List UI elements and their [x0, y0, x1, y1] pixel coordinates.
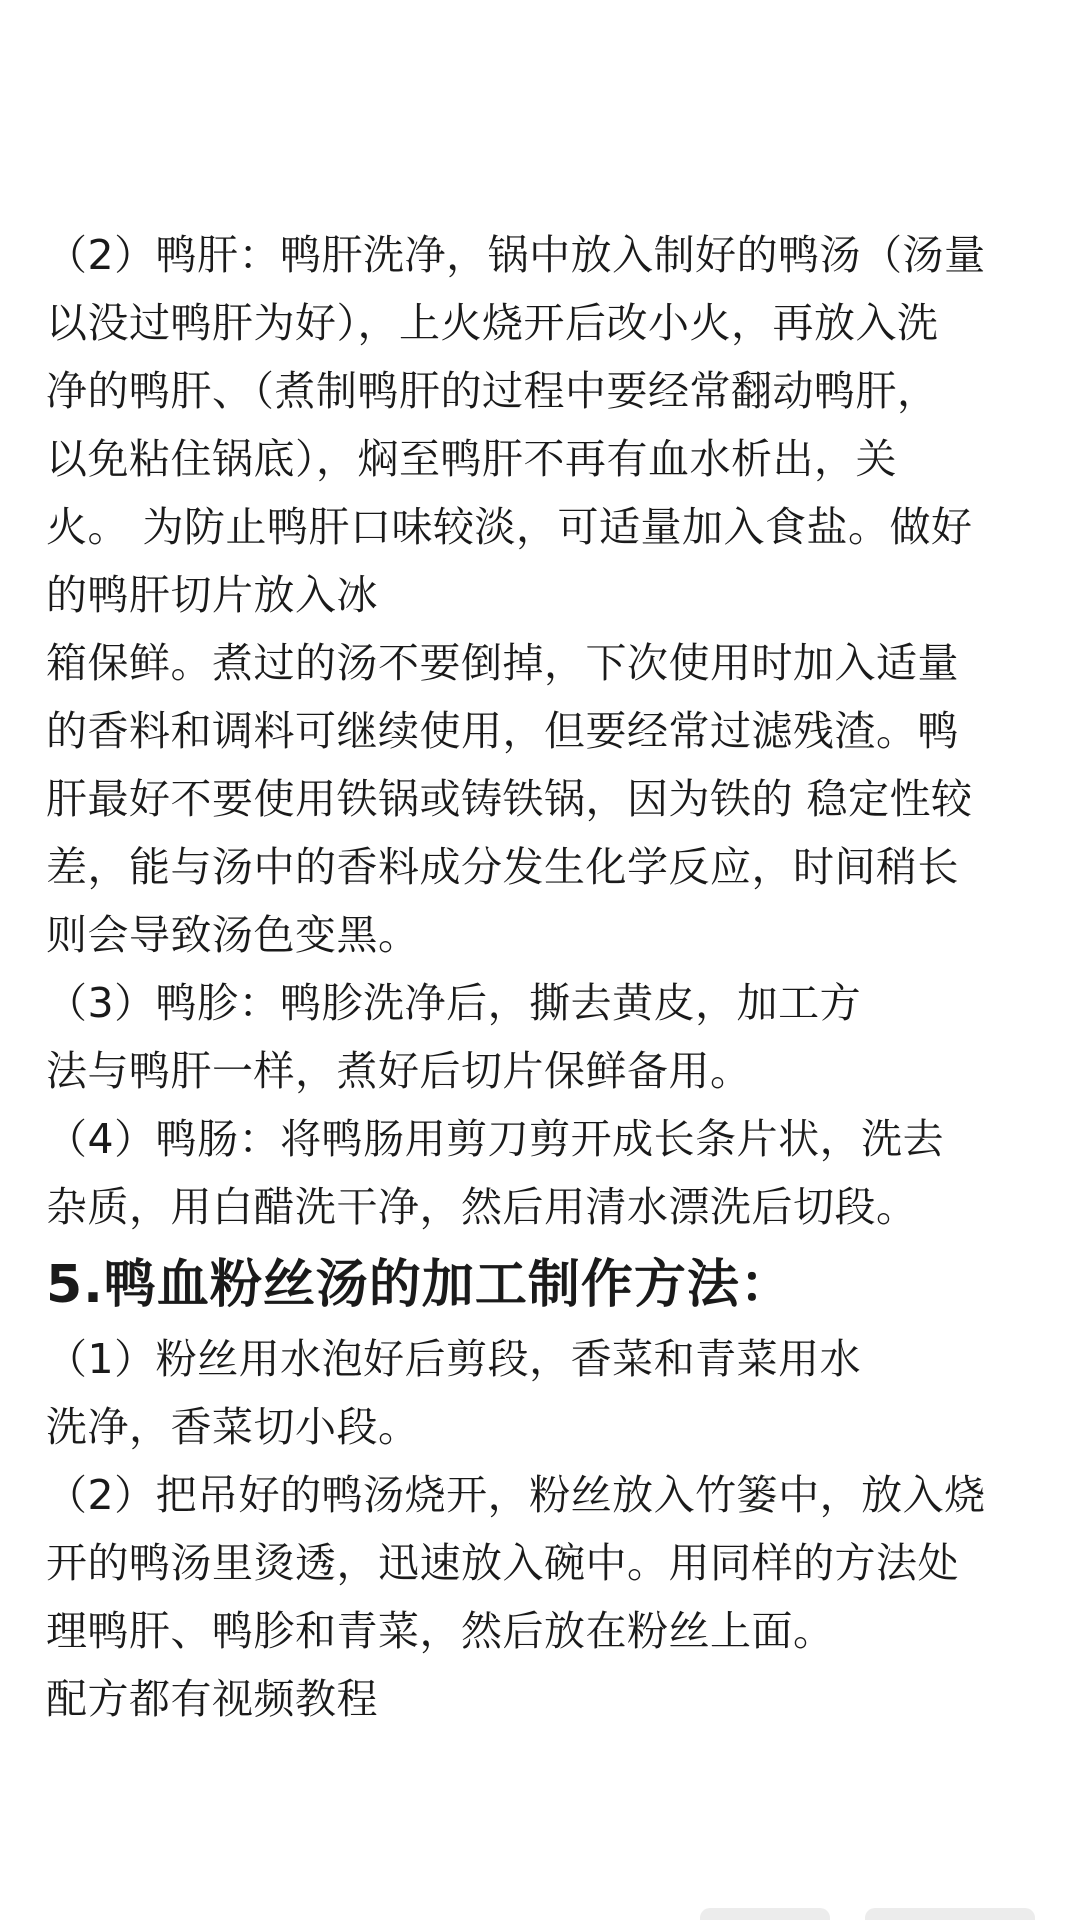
text-line: 洗净，香菜切小段。 — [46, 1403, 420, 1451]
text-line: 肝最好不要使用铁锅或铸铁锅，因为铁的 稳定性较 — [46, 775, 973, 823]
text-line: （2）鸭肝：鸭肝洗净，锅中放入制好的鸭汤（汤量 — [46, 231, 986, 279]
text-line: 理鸭肝、鸭胗和青菜，然后放在粉丝上面。 — [46, 1607, 835, 1655]
text-line: 的鸭肝切片放入冰 — [46, 571, 378, 619]
text-line: 以免粘住锅底），焖至鸭肝不再有血水析出，关 — [46, 435, 897, 483]
text-line: （2）把吊好的鸭汤烧开，粉丝放入竹篓中，放入烧 — [46, 1471, 986, 1519]
text-line: 的香料和调料可继续使用，但要经常过滤残渣。鸭 — [46, 707, 959, 755]
text-line: 箱保鲜。煮过的汤不要倒掉，下次使用时加入适量 — [46, 639, 959, 687]
text-line: 杂质，用白醋洗干净，然后用清水漂洗后切段。 — [46, 1183, 918, 1231]
text-line: 配方都有视频教程 — [46, 1675, 378, 1723]
text-line: 火。 为防止鸭肝口味较淡，可适量加入食盐。做好 — [46, 503, 973, 551]
bottom-tab-hint — [700, 1908, 830, 1920]
article-body — [46, 221, 1056, 1733]
text-line: （3）鸭胗：鸭胗洗净后，撕去黄皮，加工方 — [46, 979, 862, 1027]
text-line: 差，能与汤中的香料成分发生化学反应，时间稍长 — [46, 843, 959, 891]
text-line: 开的鸭汤里烫透，迅速放入碗中。用同样的方法处 — [46, 1539, 959, 1587]
section-heading: 5.鸭血粉丝汤的加工制作方法： — [46, 1255, 793, 1315]
text-line: 法与鸭肝一样，煮好后切片保鲜备用。 — [46, 1047, 752, 1095]
text-line: （4）鸭肠：将鸭肠用剪刀剪开成长条片状，洗去 — [46, 1115, 945, 1163]
text-line: 则会导致汤色变黑。 — [46, 911, 420, 959]
text-line: 以没过鸭肝为好），上火烧开后改小火，再放入洗 — [46, 299, 939, 347]
bottom-tab-hint — [865, 1908, 1035, 1920]
text-line: 净的鸭肝、（煮制鸭肝的过程中要经常翻动鸭肝， — [46, 367, 939, 415]
text-line: （1）粉丝用水泡好后剪段，香菜和青菜用水 — [46, 1335, 862, 1383]
